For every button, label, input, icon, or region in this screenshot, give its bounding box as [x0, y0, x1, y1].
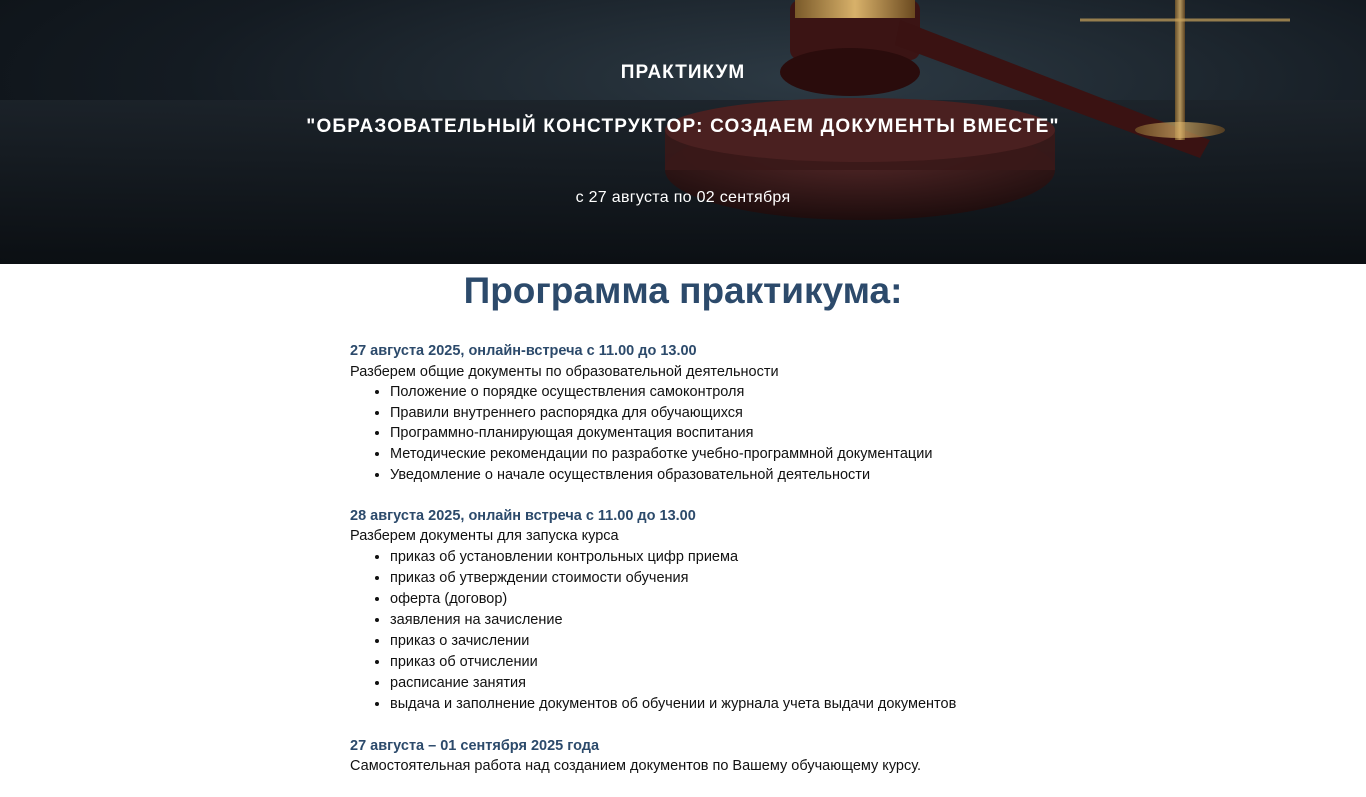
hero-banner	[0, 0, 1366, 264]
day-heading: 28 августа 2025, онлайн встреча с 11.00 до 13.00	[350, 507, 696, 524]
document-list	[350, 382, 1070, 485]
day-description: Разберем документы для запуска курса	[350, 528, 619, 545]
list-item: • приказ об отчислении	[390, 652, 1070, 673]
list-item: • приказ об установлении контрольных цифр приема	[390, 547, 1070, 568]
list-item: • приказ о зачислении	[390, 631, 1070, 652]
list-item: • Программно-планирующая документация воспитания	[390, 423, 1070, 444]
document-list	[350, 547, 1070, 715]
list-item: • приказ об утверждении стоимости обучения	[390, 568, 1070, 589]
program-day-1	[350, 341, 1070, 485]
program-day-3	[350, 736, 1070, 777]
program-content	[350, 341, 1070, 797]
day-description: Разберем общие документы по образовательной деятельности	[350, 363, 779, 380]
list-item: • Положение о порядке осуществления самоконтроля	[390, 382, 1070, 403]
day-description: Самостоятельная работа над созданием документов по Вашему обучающему курсу.	[350, 758, 922, 775]
list-item: • выдача и заполнение документов об обучении и журнала учета выдачи документов	[390, 694, 1070, 715]
hero-subtitle: "ОБРАЗОВАТЕЛЬНЫЙ КОНСТРУКТОР: СОЗДАЕМ ДОКУМЕНТЫ ВМЕСТЕ"	[306, 116, 1060, 137]
list-item: • Уведомление о начале осуществления образовательной деятельности	[390, 465, 1070, 486]
list-item: • Методические рекомендации по разработке учебно-программной документации	[390, 444, 1070, 465]
day-heading: 27 августа – 01 сентября 2025 года	[350, 737, 600, 754]
hero-title: ПРАКТИКУМ	[620, 62, 746, 83]
list-item: • оферта (договор)	[390, 589, 1070, 610]
program-title: Программа практикума:	[463, 270, 903, 311]
program-day-2	[350, 506, 1070, 715]
list-item: • Правили внутреннего распорядка для обучающихся	[390, 403, 1070, 424]
list-item: • расписание занятия	[390, 673, 1070, 694]
list-item: • заявления на зачисление	[390, 610, 1070, 631]
day-heading: 27 августа 2025, онлайн-встреча с 11.00 до 13.00	[350, 343, 697, 359]
hero-dates: с 27 августа по 02 сентября	[575, 189, 791, 206]
